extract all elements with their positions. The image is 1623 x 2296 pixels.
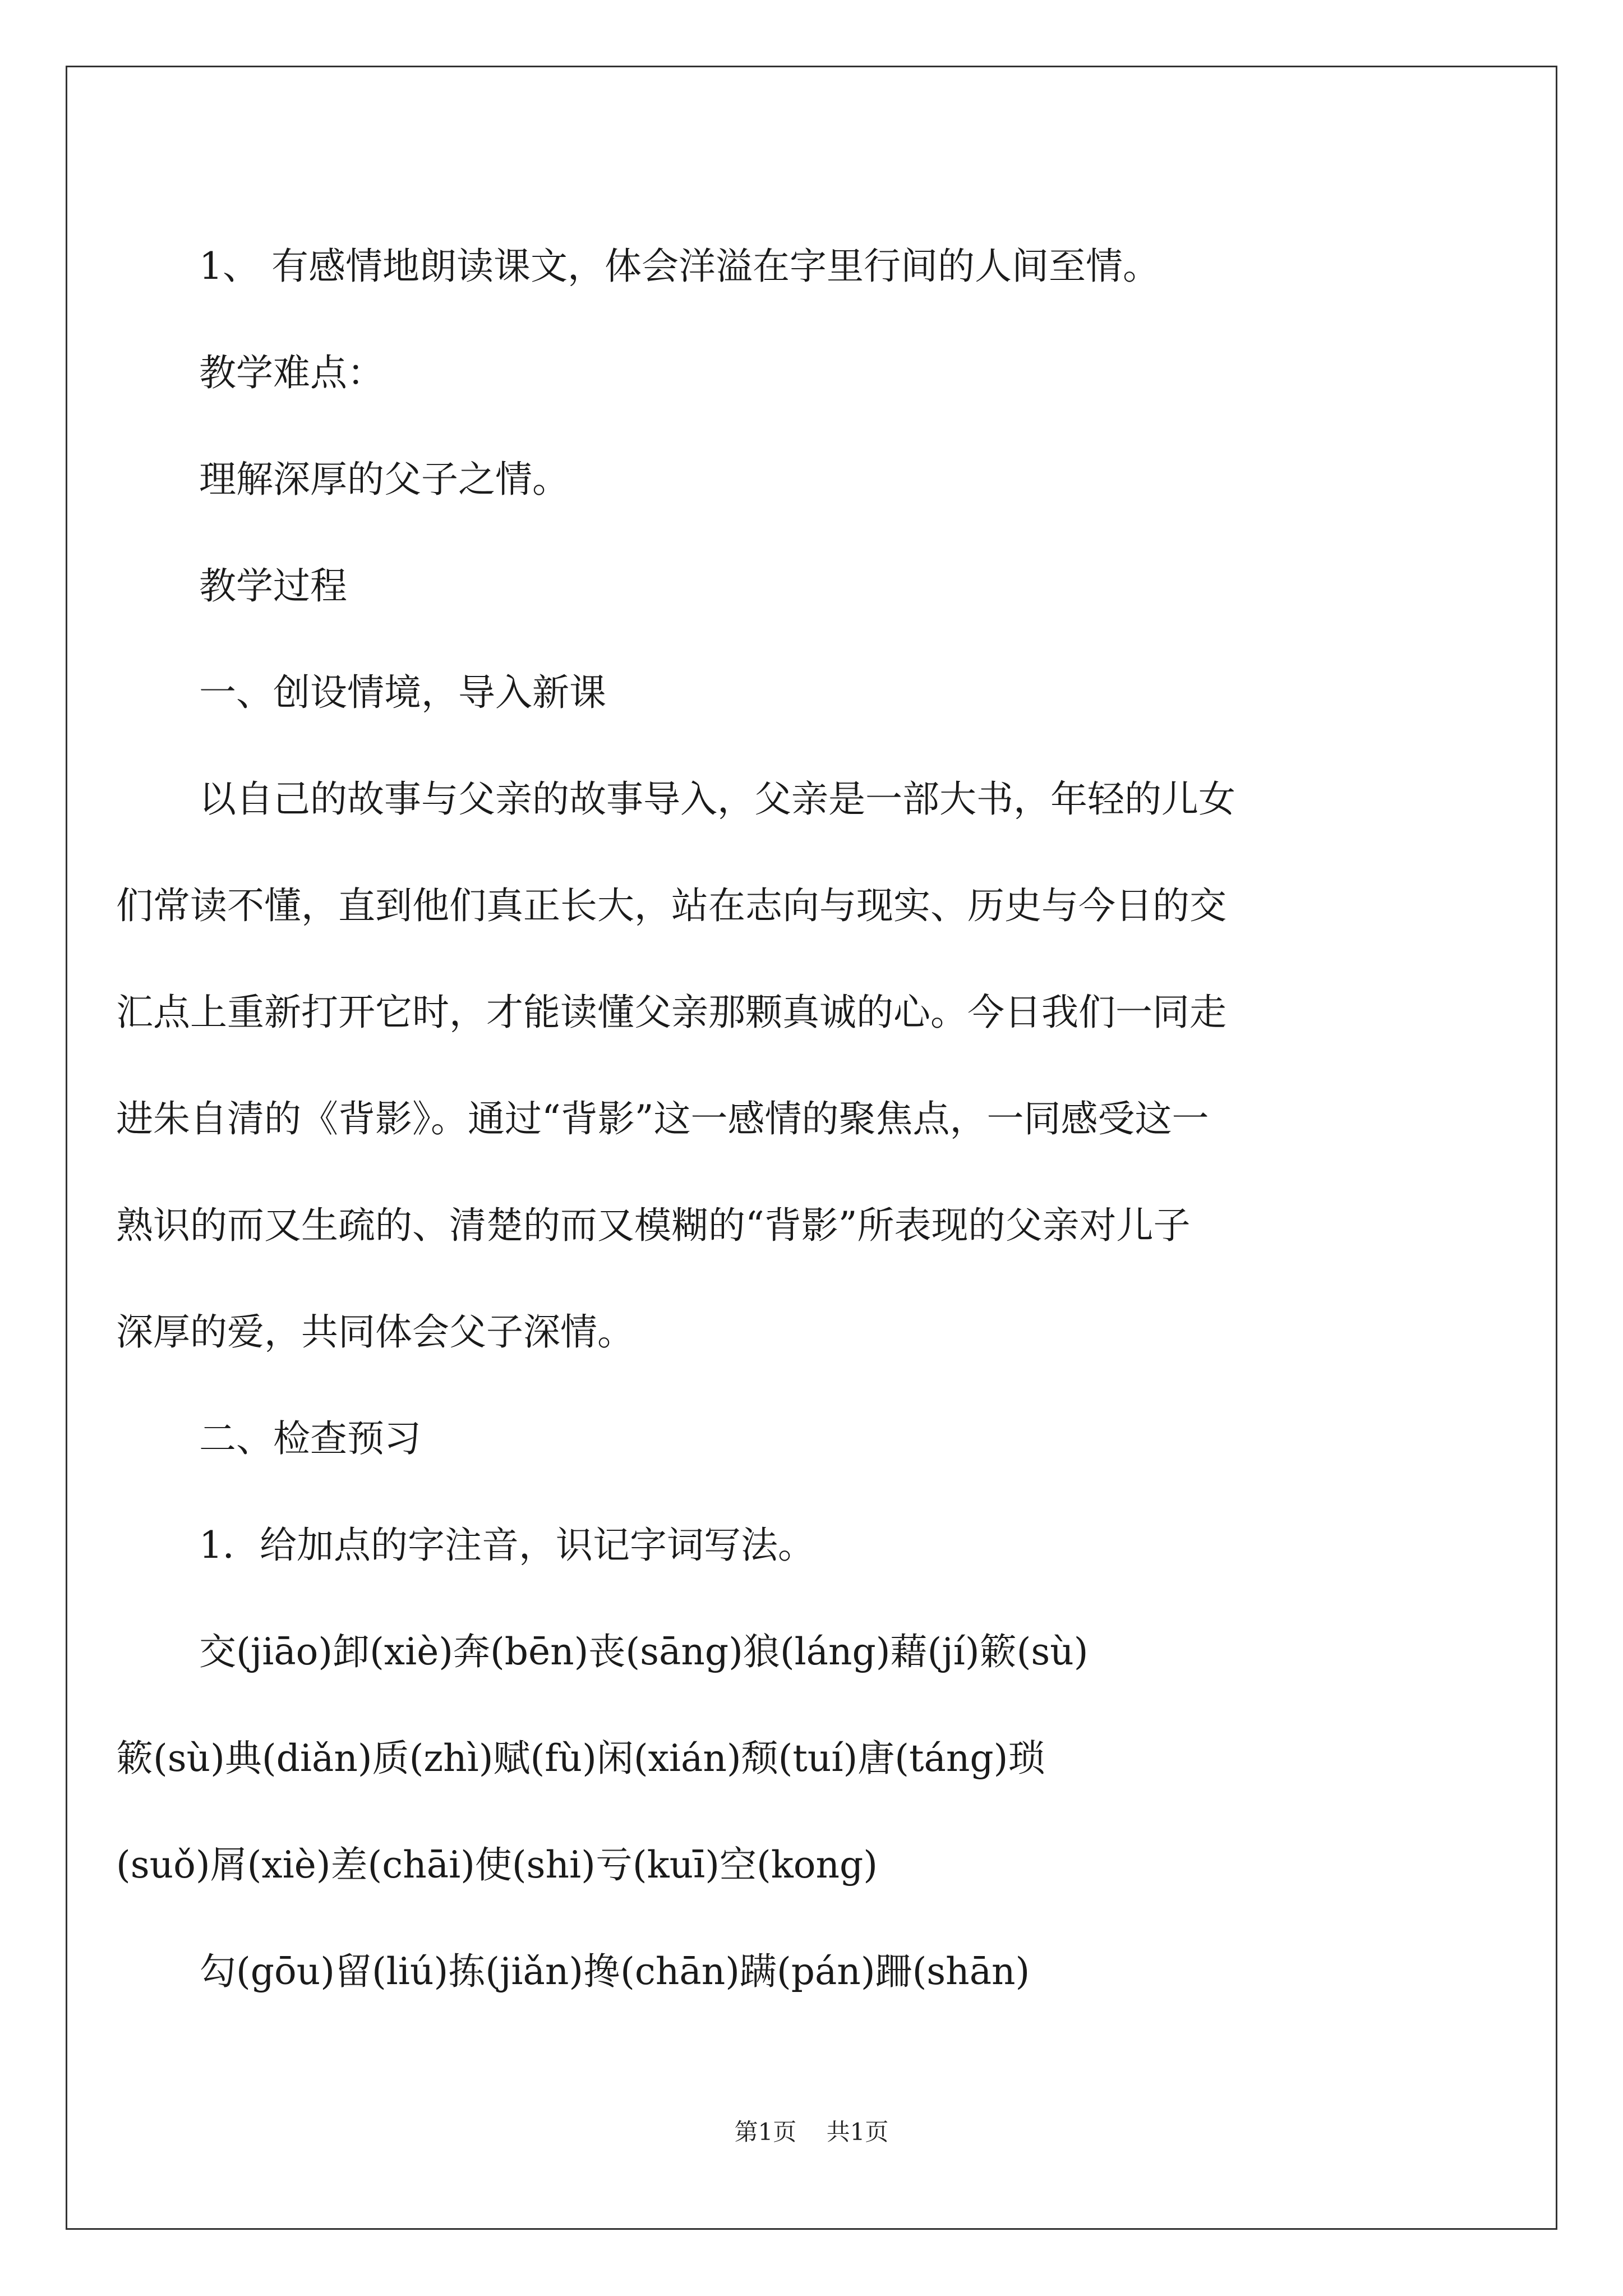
intro-line: 进朱自清的《背影》。通过“背影”这一感情的聚焦点，一同感受这一: [116, 1097, 1209, 1140]
page-total: 共1页: [826, 2118, 889, 2146]
pinyin-line: 簌(sù)典(diǎn)质(zhì)赋(fù)闲(xián)颓(tuí)唐(táng)琐: [116, 1737, 1045, 1780]
intro-line: 以自己的故事与父亲的故事导入，父亲是一部大书，年轻的儿女: [199, 777, 1235, 821]
difficulty-heading: 教学难点：: [199, 351, 384, 394]
goal-1: 1、 有感情地朗读课文，体会洋溢在字里行间的人间至情。: [199, 245, 1160, 288]
process-heading: 教学过程: [199, 564, 347, 608]
page-footer: [0, 2114, 1623, 2147]
intro-paragraph: [116, 746, 1489, 1386]
section-1-heading: 一、创设情境，导入新课: [199, 671, 606, 714]
pinyin-line: 交(jiāo)卸(xiè)奔(bēn)丧(sāng)狼(láng)藉(jí)簌(sù): [199, 1630, 1089, 1673]
intro-line: 汇点上重新打开它时，才能读懂父亲那颗真诚的心。今日我们一同走: [116, 991, 1227, 1034]
pinyin-line: 勾(gōu)留(liú)拣(jiǎn)搀(chān)蹒(pán)跚(shān): [199, 1950, 1030, 1993]
difficulty-text: 理解深厚的父子之情。: [199, 458, 569, 501]
intro-line: 熟识的而又生疏的、清楚的而又模糊的“背影”所表现的父亲对儿子: [116, 1204, 1191, 1247]
intro-line: 们常读不懂，直到他们真正长大，站在志向与现实、历史与今日的交: [116, 884, 1227, 927]
pinyin-line: (suǒ)屑(xiè)差(chāi)使(shi)亏(kuī)空(kong): [116, 1843, 878, 1887]
section-2-heading: 二、检查预习: [199, 1417, 421, 1460]
pinyin-block: [116, 1599, 1489, 2025]
document-body: [116, 213, 1489, 2025]
intro-line: 深厚的爱，共同体会父子深情。: [116, 1310, 634, 1354]
page-number: 第1页: [734, 2118, 797, 2146]
task-1: 1．给加点的字注音，识记字词写法。: [199, 1524, 815, 1567]
